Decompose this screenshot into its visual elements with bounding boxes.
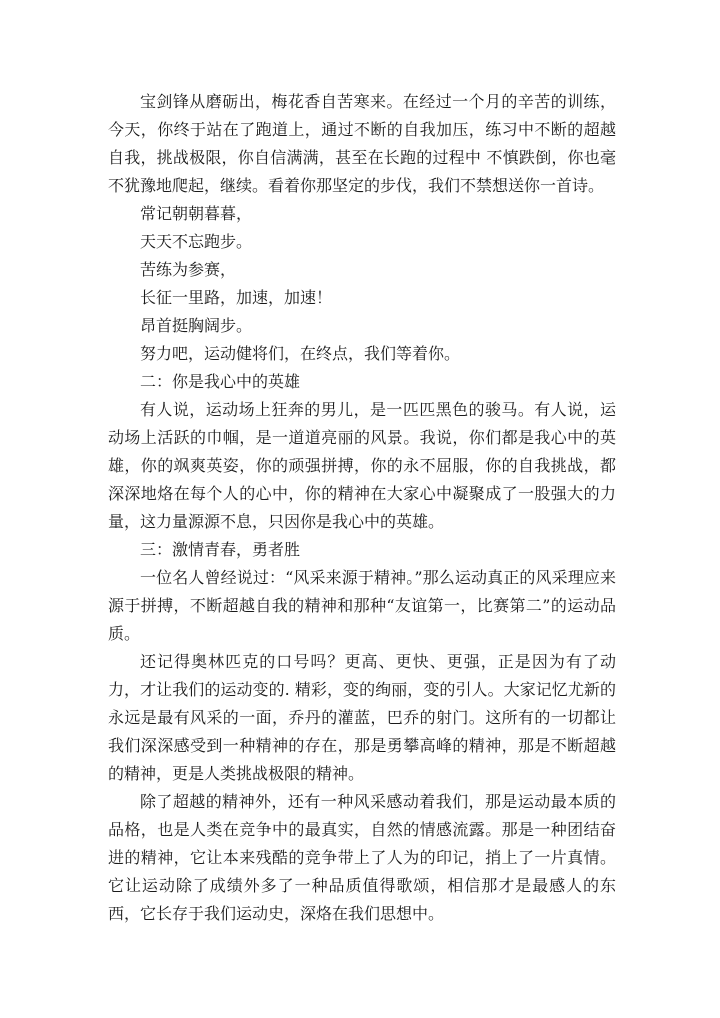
paragraph-olympic: 还记得奥林匹克的口号吗？更高、更快、更强，正是因为有了动力，才让我们的运动变的. 精彩，变的绚丽，变的引人。大家记忆尤新的永远是最有风采的一面，乔丹的灌蓝，巴乔的射门。这所有的一切都让我们深深感受到一种精神的存在，那是勇攀高峰的精神，那是不断超越的精神，更是人类挑战极限的精神。 [108, 652, 616, 783]
document-page [108, 88, 616, 928]
poem-line: 昂首挺胸阔步。 [140, 316, 253, 335]
paragraph-quote: 一位名人曾经说过：“风采来源于精神。”那么运动真正的风采理应来源于拼搏，不断超越自我的精神和那种“友谊第一，比赛第二”的运动品质。 [108, 568, 616, 643]
poem-line: 苦练为参赛， [140, 260, 237, 279]
poem-line: 努力吧，运动健将们，在终点，我们等着你。 [140, 344, 461, 363]
paragraph-hero: 有人说，运动场上狂奔的男儿，是一匹匹黑色的骏马。有人说，运动场上活跃的巾帼，是一道道亮丽的风景。我说，你们都是我心中的英雄，你的飒爽英姿，你的顽强拼搏，你的永不屈服，你的自我挑战，都深深地烙在每个人的心中，你的精神在大家心中凝聚成了一股强大的力量，这力量源源不息，只因你是我心中的英雄。 [108, 400, 616, 531]
paragraph-spirit: 除了超越的精神外，还有一种风采感动着我们，那是运动最本质的品格，也是人类在竞争中的最真实，自然的情感流露。那是一种团结奋进的精神，它让本来残酷的竞争带上了人为的印记，捎上了一片真情。它让运动除了成绩外多了一种品质值得歌颂，相信那才是最感人的东西，它长存于我们运动史，深烙在我们思想中。 [108, 792, 616, 923]
section-heading-2: 二：你是我心中的英雄 [140, 372, 301, 391]
poem [108, 200, 616, 368]
poem-line: 天天不忘跑步。 [140, 232, 253, 251]
paragraph-intro: 宝剑锋从磨砺出，梅花香自苦寒来。在经过一个月的辛苦的训练，今天，你终于站在了跑道上，通过不断的自我加压，练习中不断的超越自我，挑战极限，你自信满满，甚至在长跑的过程中 不慎跌倒，你也毫不犹豫地爬起，继续。看着你那坚定的步伐，我们不禁想送你一首诗。 [108, 92, 616, 195]
poem-line: 常记朝朝暮暮， [140, 204, 253, 223]
section-heading-3: 三：激情青春，勇者胜 [140, 540, 301, 559]
poem-line: 长征一里路，加速，加速！ [140, 288, 333, 307]
